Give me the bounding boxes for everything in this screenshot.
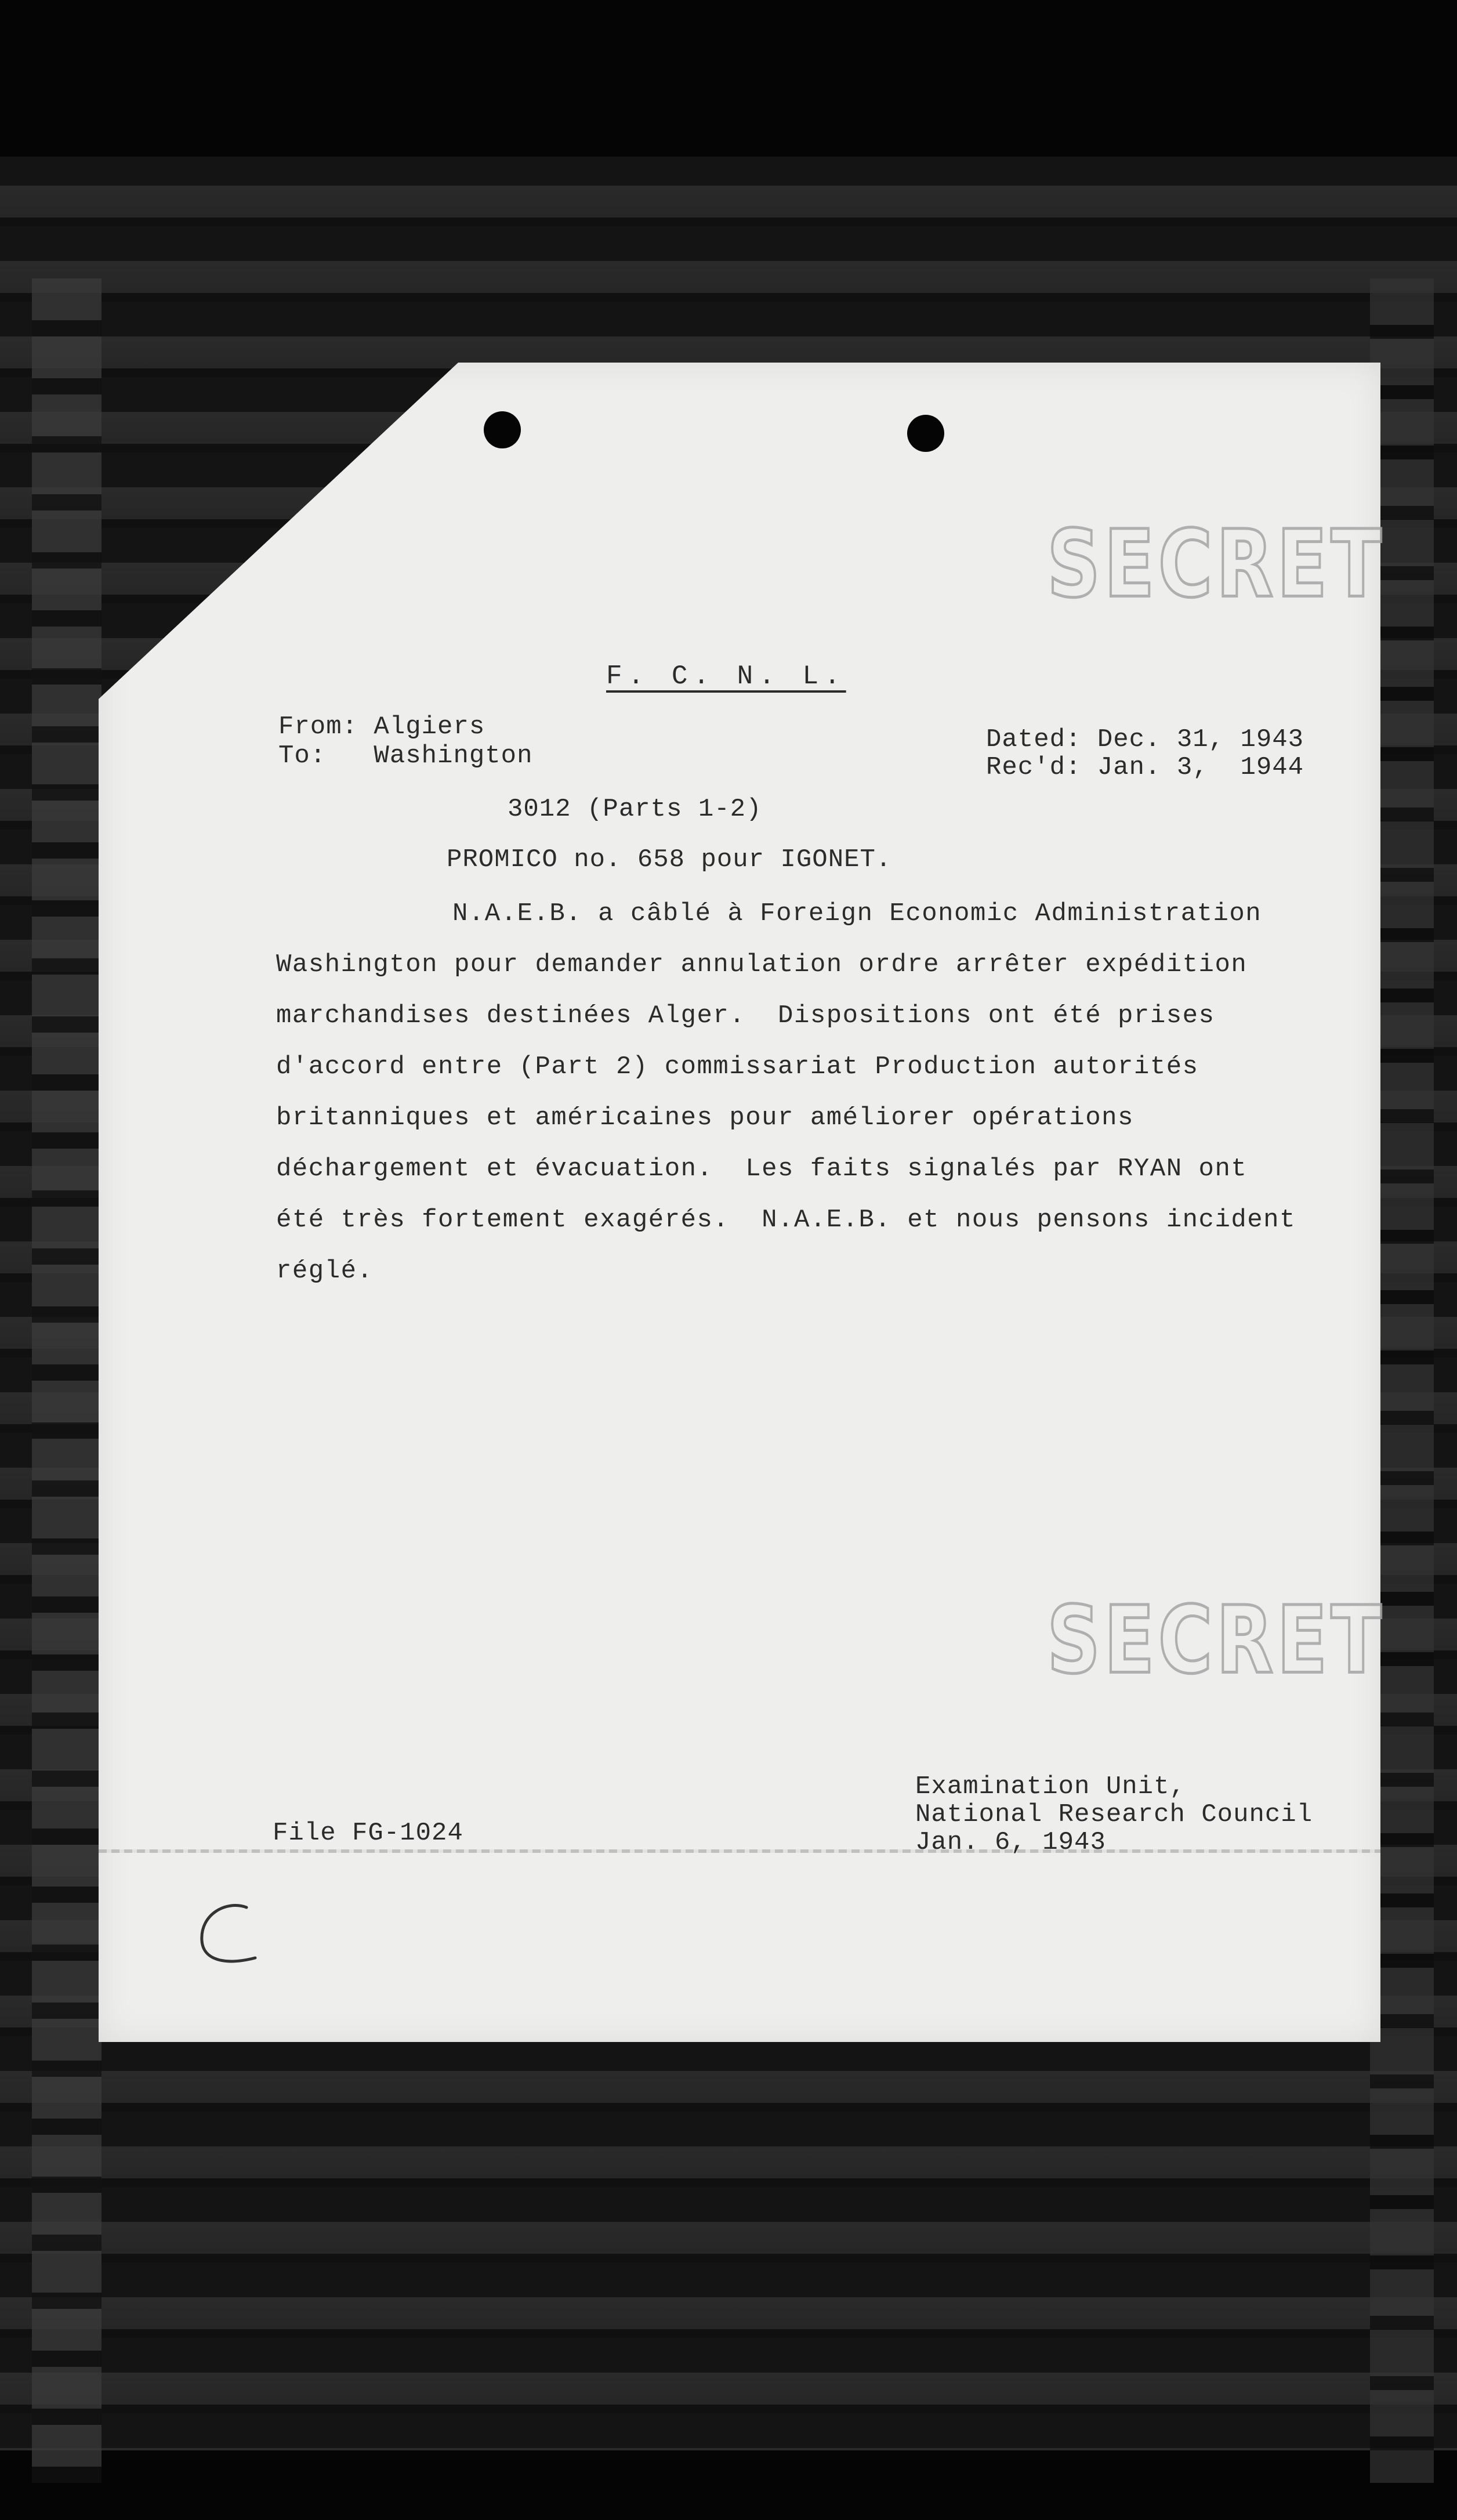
- body-line-8: réglé.: [276, 1257, 374, 1286]
- paper-fold-line: [99, 1849, 1380, 1853]
- from-line: From: Algiers: [278, 712, 485, 741]
- examination-unit-line: Examination Unit,: [915, 1772, 1186, 1801]
- dated-line: Dated: Dec. 31, 1943: [986, 725, 1304, 754]
- body-line-3: marchandises destinées Alger. Dispositions ont été prises: [276, 1001, 1215, 1030]
- document-header: F. C. N. L.: [606, 661, 846, 691]
- subject-line: PROMICO no. 658 pour IGONET.: [447, 845, 892, 874]
- file-reference: File FG-1024: [273, 1819, 463, 1848]
- film-left-sprocket-strip: [32, 278, 102, 2483]
- exam-date-line: Jan. 6, 1943: [915, 1828, 1106, 1857]
- handwritten-c-mark: [191, 1897, 273, 1972]
- secret-stamp-top: SECRET: [1047, 510, 1385, 619]
- body-line-6: déchargement et évacuation. Les faits signalés par RYAN ont: [276, 1154, 1248, 1183]
- message-number: 3012 (Parts 1-2): [508, 795, 762, 824]
- film-bottom-band: [0, 2450, 1457, 2520]
- handwritten-initial: [191, 1897, 273, 1975]
- body-line-7: été très fortement exagérés. N.A.E.B. et nous pensons incident: [276, 1205, 1296, 1234]
- punch-hole-right: [907, 415, 944, 452]
- body-line-5: britanniques et américaines pour améliorer opérations: [276, 1103, 1134, 1132]
- secret-stamp-bottom: SECRET: [1047, 1587, 1385, 1695]
- body-line-2: Washington pour demander annulation ordre arrêter expédition: [276, 950, 1248, 979]
- body-line-4: d'accord entre (Part 2) commissariat Production autorités: [276, 1052, 1199, 1081]
- film-top-band: [0, 0, 1457, 157]
- research-council-line: National Research Council: [915, 1800, 1313, 1829]
- received-line: Rec'd: Jan. 3, 1944: [986, 753, 1304, 782]
- body-line-1: N.A.E.B. a câblé à Foreign Economic Administration: [452, 899, 1262, 928]
- punch-hole-left: [484, 411, 521, 448]
- to-line: To: Washington: [278, 741, 533, 770]
